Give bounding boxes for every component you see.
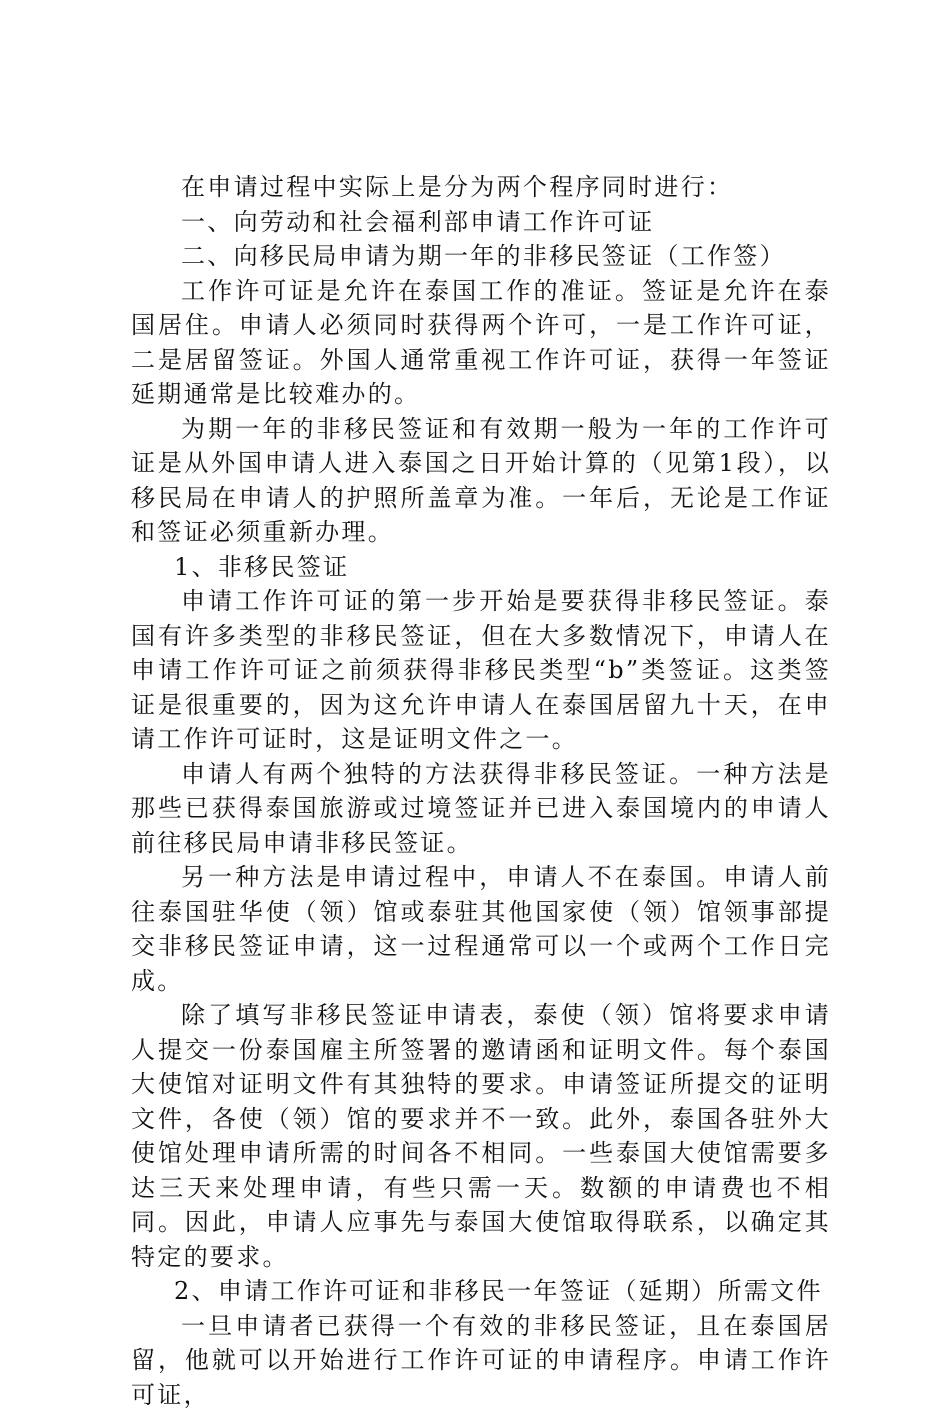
paragraph-validity-period: 为期一年的非移民签证和有效期一般为一年的工作许可证是从外国申请人进入泰国之日开始计算的（见第1段），以移民局在申请人的护照所盖章为准。一年后，无论是工作证和签证必须重新办理。	[131, 412, 831, 550]
procedure-item-1: 一、向劳动和社会福利部申请工作许可证	[131, 205, 831, 240]
section-heading-required-documents: 2、申请工作许可证和非移民一年签证（延期）所需文件	[131, 1274, 831, 1309]
intro-line: 在申请过程中实际上是分为两个程序同时进行：	[131, 170, 831, 205]
document-body	[131, 170, 831, 1412]
paragraph-first-step: 申请工作许可证的第一步开始是要获得非移民签证。泰国有许多类型的非移民签证，但在大多数情况下，申请人在申请工作许可证之前须获得非移民类型“b”类签证。这类签证是很重要的，因为这允许申请人在泰国居留九十天，在申请工作许可证时，这是证明文件之一。	[131, 584, 831, 757]
paragraph-embassy-requirements: 除了填写非移民签证申请表，泰使（领）馆将要求申请人提交一份泰国雇主所签署的邀请函和证明文件。每个泰国大使馆对证明文件有其独特的要求。申请签证所提交的证明文件，各使（领）馆的要求并不一致。此外，泰国各驻外大使馆处理申请所需的时间各不相同。一些泰国大使馆需要多达三天来处理申请，有些只需一天。数额的申请费也不相同。因此，申请人应事先与泰国大使馆取得联系，以确定其特定的要求。	[131, 998, 831, 1274]
paragraph-application-procedure: 一旦申请者已获得一个有效的非移民签证，且在泰国居留，他就可以开始进行工作许可证的申请程序。申请工作许可证，	[131, 1309, 831, 1412]
section-heading-non-immigrant-visa: 1、非移民签证	[131, 550, 831, 585]
paragraph-work-permit-definition: 工作许可证是允许在泰国工作的准证。签证是允许在泰国居住。申请人必须同时获得两个许可，一是工作许可证，二是居留签证。外国人通常重视工作许可证，获得一年签证延期通常是比较难办的。	[131, 274, 831, 412]
paragraph-other-method: 另一种方法是申请过程中，申请人不在泰国。申请人前往泰国驻华使（领）馆或泰驻其他国家使（领）馆领事部提交非移民签证申请，这一过程通常可以一个或两个工作日完成。	[131, 860, 831, 998]
procedure-item-2: 二、向移民局申请为期一年的非移民签证（工作签）	[131, 239, 831, 274]
paragraph-two-methods: 申请人有两个独特的方法获得非移民签证。一种方法是那些已获得泰国旅游或过境签证并已进入泰国境内的申请人前往移民局申请非移民签证。	[131, 757, 831, 861]
